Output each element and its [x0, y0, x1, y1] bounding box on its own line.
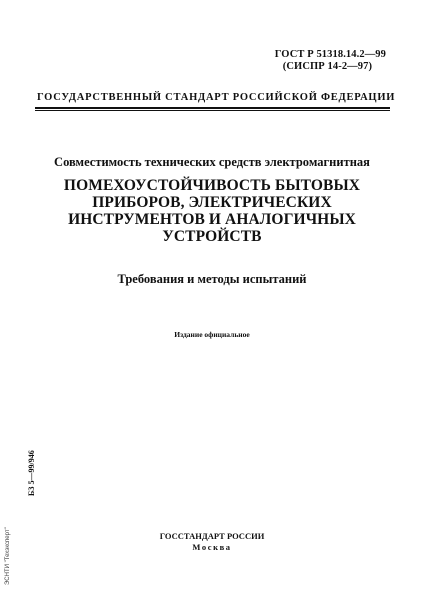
- document-codes: [275, 49, 386, 73]
- publisher-city: Москва: [192, 542, 232, 552]
- header-rule-thick: [35, 107, 390, 109]
- main-title-line: ПОМЕХОУСТОЙЧИВОСТЬ БЫТОВЫХ: [63, 177, 361, 194]
- main-title-line: ПРИБОРОВ, ЭЛЕКТРИЧЕСКИХ: [92, 194, 332, 211]
- header-rule-thin: [35, 110, 390, 111]
- cispr-code: (СИСПР 14-2—97): [282, 61, 373, 72]
- standard-subject: Совместимость технических средств электромагнитная: [54, 155, 370, 169]
- side-credit: ЭСНТИ "Техэксперт": [5, 527, 11, 585]
- edition-label: Издание официальное: [174, 330, 250, 339]
- gost-code: ГОСТ Р 51318.14.2—99: [274, 49, 386, 60]
- publisher-block: [0, 531, 424, 553]
- publisher-name: ГОССТАНДАРТ РОССИИ: [159, 531, 265, 541]
- main-title-line: ИНСТРУМЕНТОВ И АНАЛОГИЧНЫХ: [68, 211, 356, 228]
- standard-subtitle: Требования и методы испытаний: [117, 272, 307, 286]
- state-standard-heading: ГОСУДАРСТВЕННЫЙ СТАНДАРТ РОССИЙСКОЙ ФЕДЕРАЦИИ: [37, 92, 396, 103]
- main-title: [0, 177, 424, 245]
- main-title-line: УСТРОЙСТВ: [162, 228, 262, 245]
- side-code: БЗ 5—99/946: [27, 450, 36, 496]
